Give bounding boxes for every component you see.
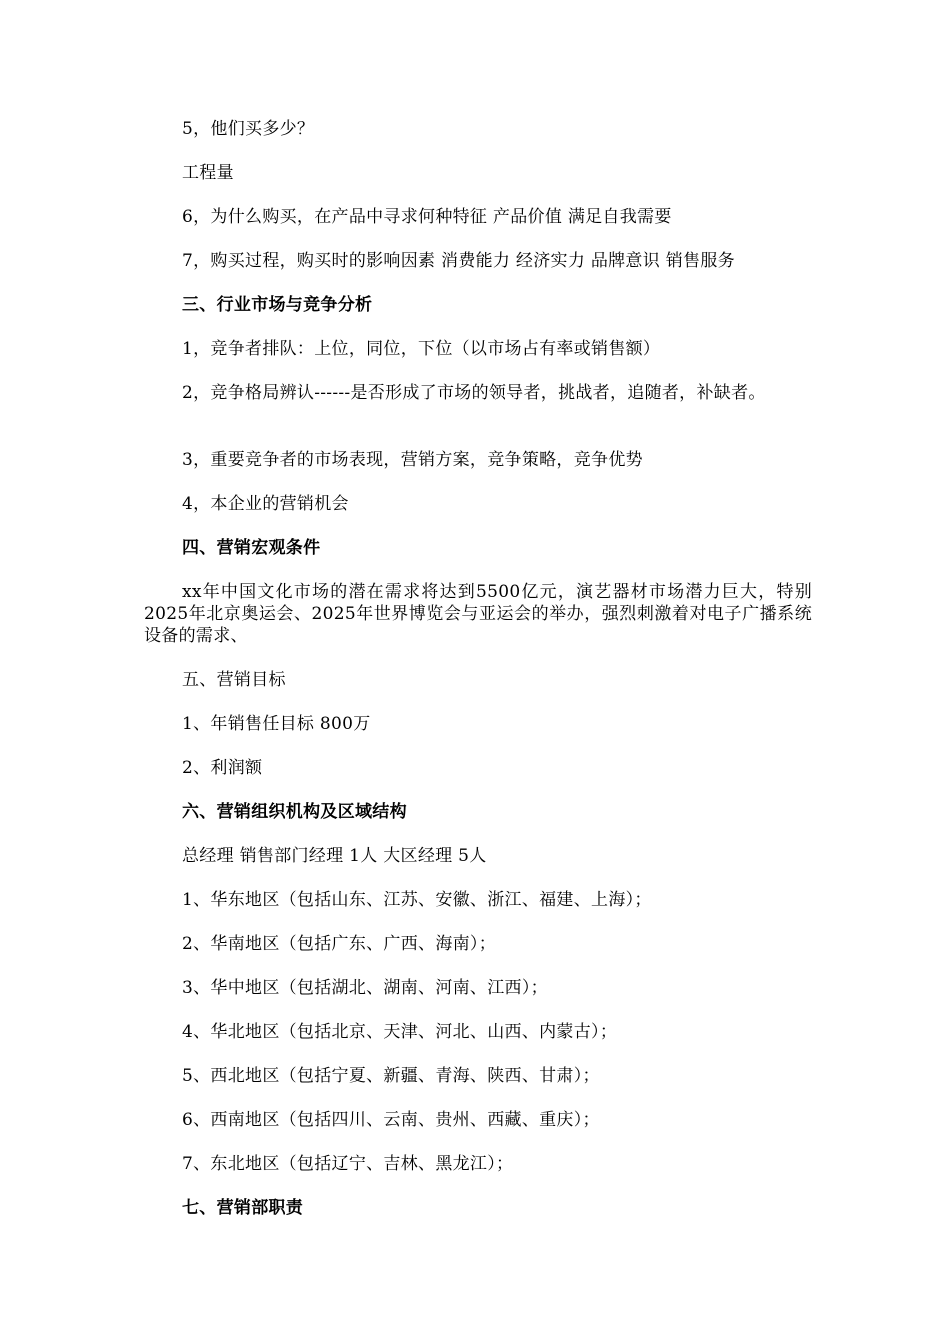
text-line: 7、东北地区（包括辽宁、吉林、黑龙江）； [182, 1154, 514, 1174]
section-heading: 七、营销部职责 [182, 1198, 304, 1218]
text-line: 5、西北地区（包括宁夏、新疆、青海、陕西、甘肃）； [182, 1066, 600, 1086]
text-line: 2、利润额 [182, 758, 263, 778]
text-line: 3、华中地区（包括湖北、湖南、河南、江西）； [182, 978, 548, 998]
text-line: 五、营销目标 [182, 670, 286, 690]
text-line: 4，本企业的营销机会 [182, 494, 349, 514]
text-line: 6，为什么购买，在产品中寻求何种特征 产品价值 满足自我需要 [182, 207, 672, 227]
text-line: 7，购买过程，购买时的影响因素 消费能力 经济实力 品牌意识 销售服务 [182, 251, 735, 271]
text-line: 工程量 [182, 163, 234, 183]
paragraph: xx年中国文化市场的潜在需求将达到5500亿元，演艺器材市场潜力巨大，特别2025年北京奥运会、2025年世界博览会与亚运会的举办，强烈刺激着对电子广播系统设备的需求、 [144, 582, 812, 646]
paragraph: 2，竞争格局辨认------是否形成了市场的领导者，挑战者，追随者，补缺者。 [182, 383, 766, 403]
section-heading: 三、行业市场与竞争分析 [182, 295, 373, 315]
text-line: 总经理 销售部门经理 1人 大区经理 5人 [182, 846, 487, 866]
text-line: 5，他们买多少？ [182, 119, 315, 139]
text-line: 1、年销售任目标 800万 [182, 714, 371, 734]
text-line: 3，重要竞争者的市场表现，营销方案，竞争策略，竞争优势 [182, 450, 643, 470]
text-line: 1、华东地区（包括山东、江苏、安徽、浙江、福建、上海）； [182, 890, 652, 910]
section-heading: 六、营销组织机构及区域结构 [182, 802, 407, 822]
section-heading: 四、营销宏观条件 [182, 538, 321, 558]
text-line: 2、华南地区（包括广东、广西、海南）； [182, 934, 497, 954]
text-line: 4、华北地区（包括北京、天津、河北、山西、内蒙古）； [182, 1022, 618, 1042]
text-line: 6、西南地区（包括四川、云南、贵州、西藏、重庆）； [182, 1110, 600, 1130]
text-line: 1，竞争者排队：上位，同位，下位（以市场占有率或销售额） [182, 339, 661, 359]
